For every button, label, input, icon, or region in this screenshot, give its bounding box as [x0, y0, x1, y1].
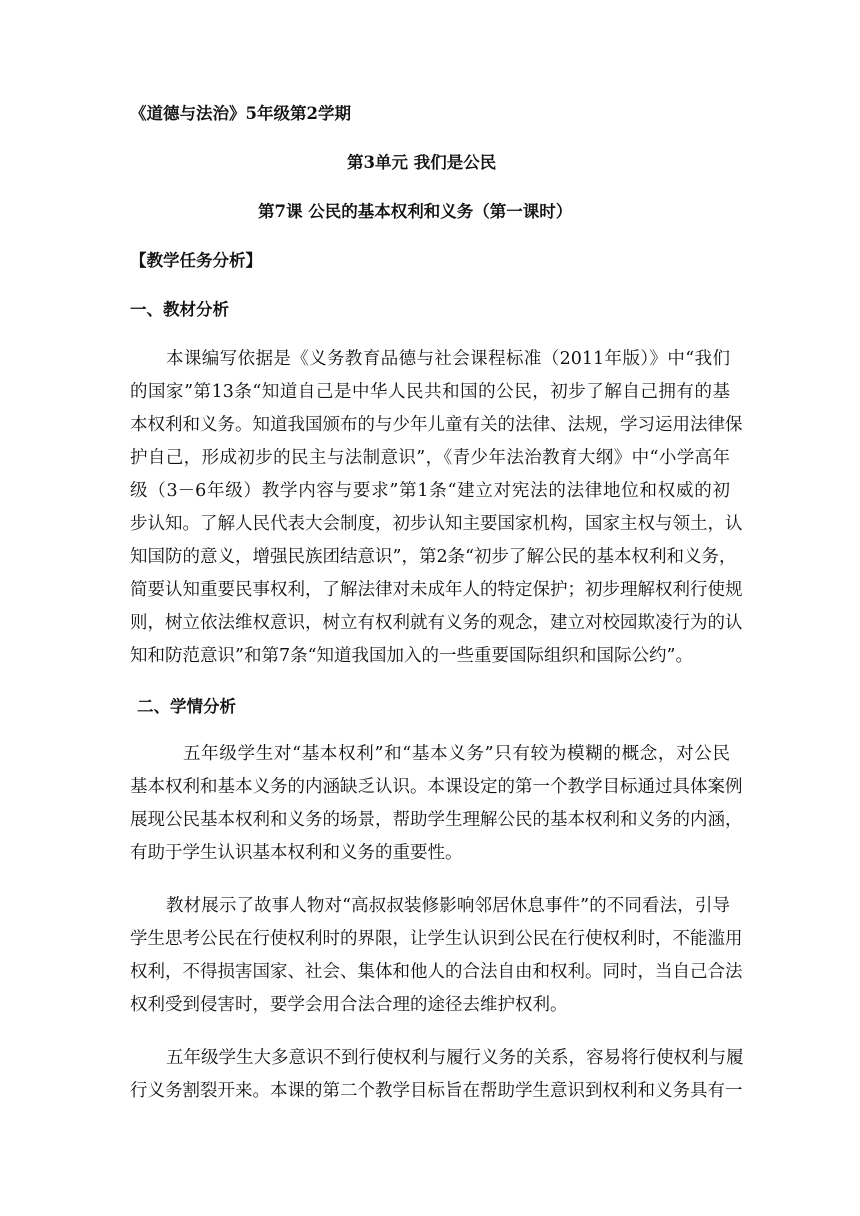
paragraph-line: 步认知。了解人民代表大会制度，初步认知主要国家机构，国家主权与领土，认: [130, 514, 743, 534]
paragraph-line: 知和防范意识”和第7条“知道我国加入的一些重要国际组织和国际公约”。: [130, 646, 693, 666]
paragraph-line: 五年级学生对“基本权利”和“基本义务”只有较为模糊的概念，对公民: [183, 744, 730, 764]
book-title: 《道德与法治》5年级第2学期: [130, 104, 351, 123]
paragraph-line: 学生思考公民在行使权利时的界限，让学生认识到公民在行使权利时，不能滥用: [130, 929, 743, 949]
paragraph-line: 本权利和义务。知道我国颁布的与少年儿童有关的法律、法规，学习运用法律保: [130, 415, 743, 435]
paragraph-line: 基本权利和基本义务的内涵缺乏认识。本课设定的第一个教学目标通过具体案例: [130, 777, 743, 797]
paragraph-line: 权利，不得损害国家、社会、集体和他人的合法自由和权利。同时，当自己合法: [130, 962, 743, 982]
paragraph-line: 行义务割裂开来。本课的第二个教学目标旨在帮助学生意识到权利和义务具有一: [130, 1081, 743, 1101]
paragraph-line: 本课编写依据是《义务教育品德与社会课程标准（2011年版）》中“我们: [166, 349, 730, 369]
paragraph-line: 的国家”第13条“知道自己是中华人民共和国的公民，初步了解自己拥有的基: [130, 382, 730, 402]
paragraph-line: 权利受到侵害时，要学会用合法合理的途径去维护权利。: [130, 995, 568, 1015]
paragraph-line: 教材展示了故事人物对“高叔叔装修影响邻居休息事件”的不同看法，引导: [166, 896, 730, 916]
unit-title: 第3单元 我们是公民: [347, 153, 497, 172]
paragraph-line: 有助于学生认识基本权利和义务的重要性。: [130, 843, 463, 863]
student-analysis-heading: 二、学情分析: [137, 697, 236, 716]
paragraph-line: 级（3－6年级）教学内容与要求”第1条“建立对宪法的法律地位和权威的初: [130, 481, 730, 501]
lesson-title: 第7课 公民的基本权利和义务（第一课时）: [258, 202, 573, 221]
paragraph-line: 护自己，形成初步的民主与法制意识”，《青少年法治教育大纲》中“小学高年: [130, 448, 730, 468]
paragraph-line: 五年级学生大多意识不到行使权利与履行义务的关系，容易将行使权利与履: [166, 1048, 744, 1068]
paragraph-line: 简要认知重要民事权利，了解法律对未成年人的特定保护；初步理解权利行使规: [130, 580, 743, 600]
paragraph-line: 则，树立依法维权意识，树立有权利就有义务的观念，建立对校园欺凌行为的认: [130, 613, 743, 633]
paragraph-line: 知国防的意义，增强民族团结意识”，第2条“初步了解公民的基本权利和义务，: [130, 547, 737, 567]
textbook-analysis-heading: 一、教材分析: [130, 300, 229, 319]
paragraph-line: 展现公民基本权利和义务的场景，帮助学生理解公民的基本权利和义务的内涵，: [130, 810, 743, 830]
task-analysis-heading: 【教学任务分析】: [130, 251, 262, 270]
